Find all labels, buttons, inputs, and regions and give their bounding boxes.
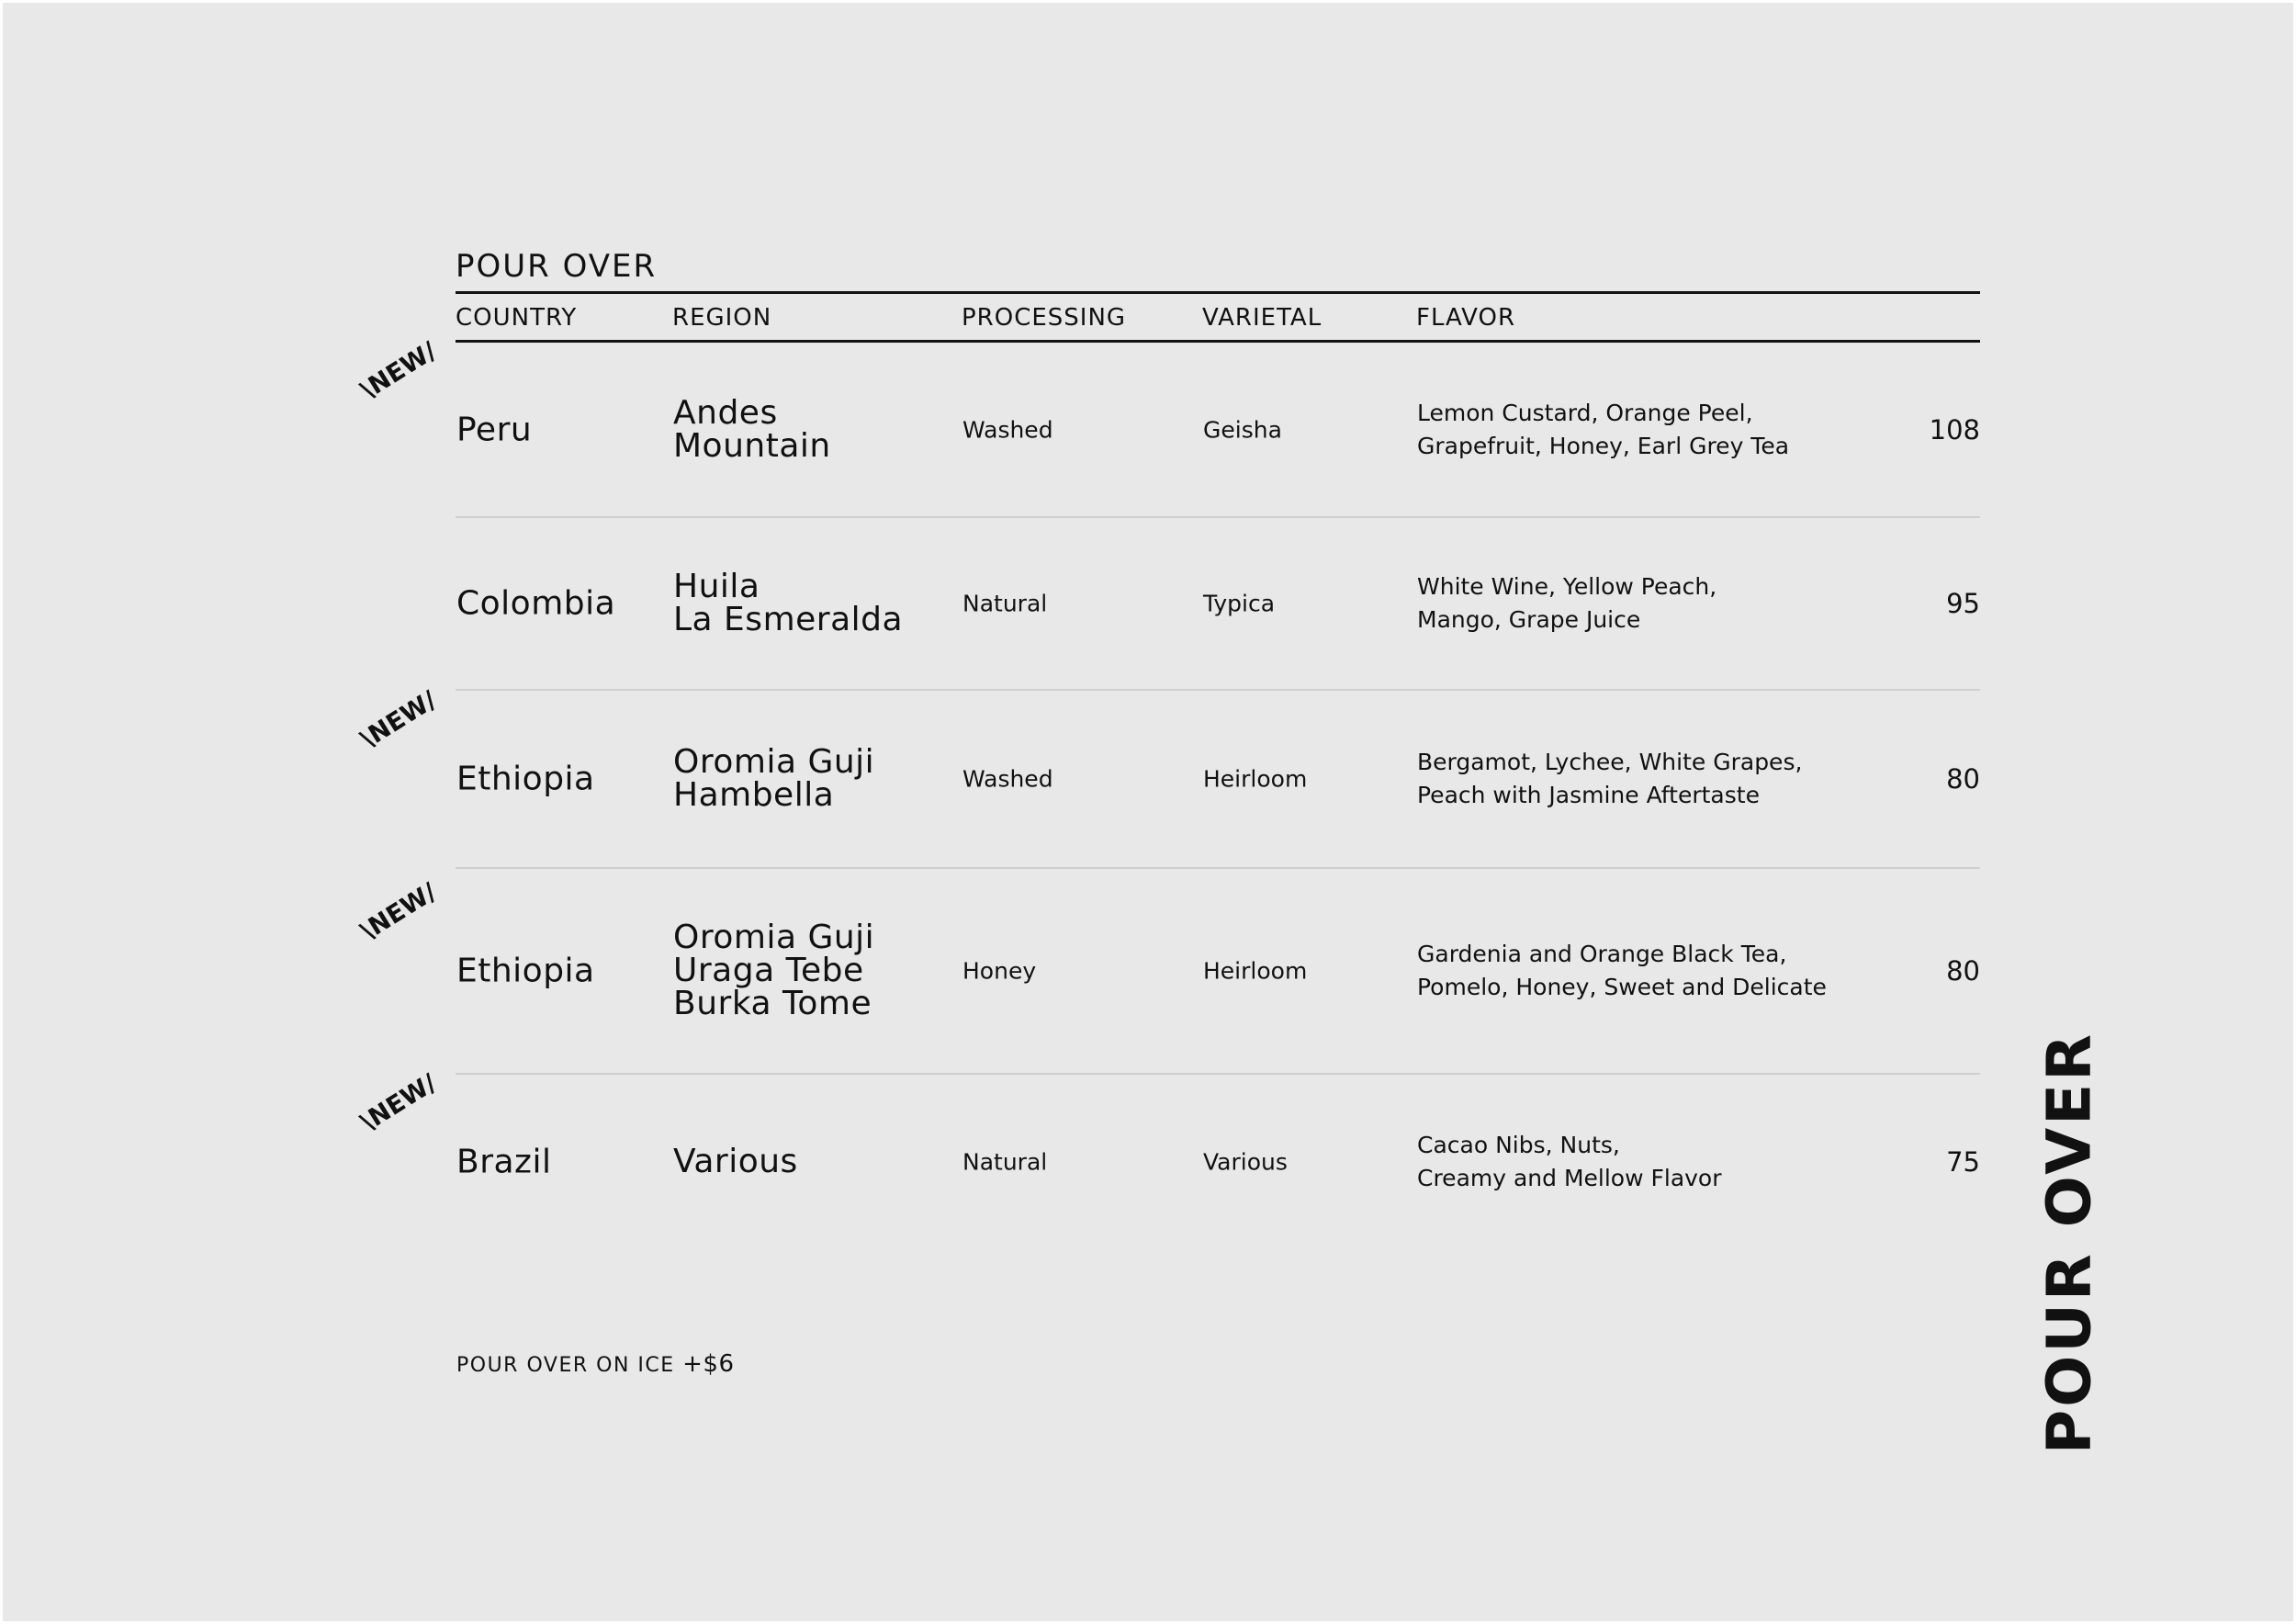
header-processing: PROCESSING xyxy=(962,304,1127,332)
side-title: POUR OVER xyxy=(2033,1031,2105,1455)
varietal-cell: Heirloom xyxy=(1203,957,1308,985)
flavor-cell: Cacao Nibs, Nuts, Creamy and Mellow Flavor xyxy=(1417,1132,1722,1191)
price-cell: 75 xyxy=(1946,1146,1980,1178)
processing-cell: Natural xyxy=(962,1148,1048,1176)
flavor-cell: Bergamot, Lychee, White Grapes, Peach with Jasmine Aftertaste xyxy=(1417,749,1803,808)
menu-row-peru xyxy=(355,336,1980,518)
header-flavor: FLAVOR xyxy=(1416,304,1516,332)
processing-cell: Natural xyxy=(962,590,1048,617)
ice-footnote-label: POUR OVER ON ICE xyxy=(456,1354,675,1377)
region-cell: Oromia Guji Hambella xyxy=(673,743,875,814)
processing-cell: Washed xyxy=(962,765,1053,793)
new-badge: \NEW/ xyxy=(355,1068,442,1137)
varietal-cell: Various xyxy=(1203,1148,1288,1176)
menu-row-colombia xyxy=(456,518,1980,691)
region-cell: Various xyxy=(673,1143,798,1180)
country-cell: Ethiopia xyxy=(456,760,595,798)
price-cell: 95 xyxy=(1946,588,1980,619)
pour-over-menu xyxy=(355,248,1980,1249)
varietal-cell: Geisha xyxy=(1203,416,1282,443)
flavor-cell: White Wine, Yellow Peach, Mango, Grape Juice xyxy=(1417,573,1717,633)
country-cell: Brazil xyxy=(456,1143,552,1181)
price-cell: 108 xyxy=(1929,413,1980,445)
header-country: COUNTRY xyxy=(456,304,578,332)
flavor-cell: Gardenia and Orange Black Tea, Pomelo, Honey, Sweet and Delicate xyxy=(1417,941,1827,1000)
new-badge: \NEW/ xyxy=(355,336,442,405)
menu-page xyxy=(3,3,2293,1621)
region-cell: Andes Mountain xyxy=(673,393,831,465)
header-varietal: VARIETAL xyxy=(1202,304,1322,332)
price-cell: 80 xyxy=(1946,763,1980,795)
country-cell: Colombia xyxy=(456,584,616,623)
processing-cell: Washed xyxy=(962,416,1053,443)
menu-row-brazil xyxy=(355,1068,1980,1249)
table-header xyxy=(456,294,1980,343)
price-cell: 80 xyxy=(1946,955,1980,987)
menu-row-ethiopia-hambella xyxy=(355,685,1980,869)
ice-footnote xyxy=(456,1350,735,1378)
section-title: POUR OVER xyxy=(456,251,1980,294)
flavor-cell: Lemon Custard, Orange Peel, Grapefruit, Honey, Earl Grey Tea xyxy=(1417,399,1790,459)
region-cell: Huila La Esmeralda xyxy=(673,568,904,638)
new-badge: \NEW/ xyxy=(355,685,442,754)
varietal-cell: Heirloom xyxy=(1203,765,1308,793)
processing-cell: Honey xyxy=(962,957,1037,985)
country-cell: Peru xyxy=(456,411,533,448)
new-badge: \NEW/ xyxy=(355,877,442,946)
menu-row-ethiopia-uraga xyxy=(355,869,1980,1075)
country-cell: Ethiopia xyxy=(456,952,595,990)
ice-footnote-price: +$6 xyxy=(682,1350,735,1378)
varietal-cell: Typica xyxy=(1203,590,1276,617)
header-region: REGION xyxy=(672,304,772,332)
region-cell: Oromia Guji Uraga Tebe Burka Tome xyxy=(673,919,875,1022)
